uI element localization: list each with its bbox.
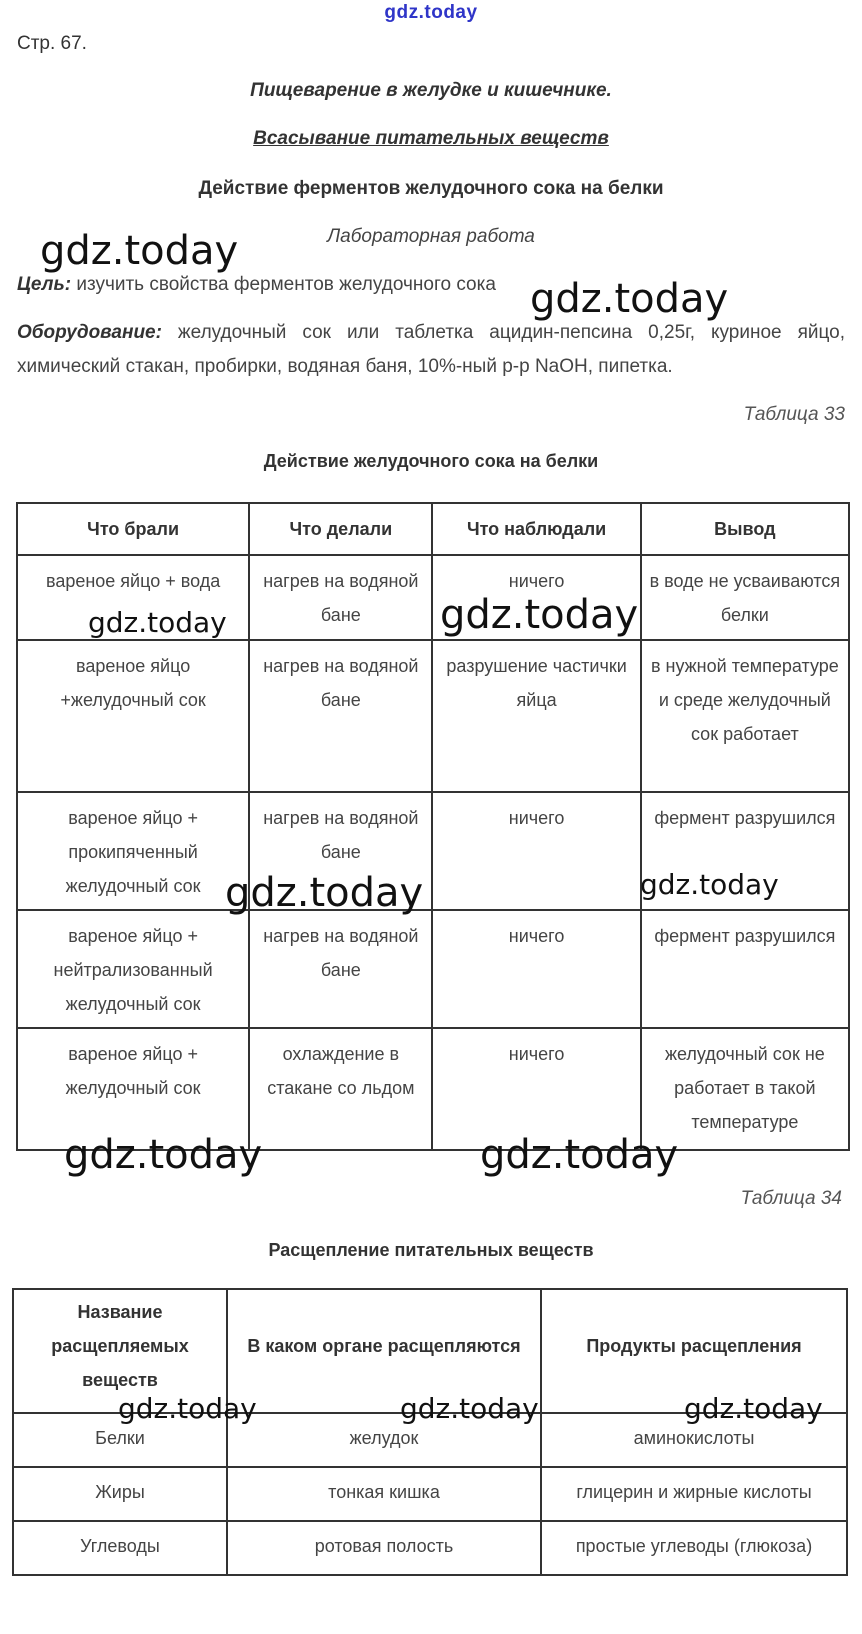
lab-title: Лабораторная работа <box>327 226 535 247</box>
table-cell: вареное яйцо + желудочный сок <box>17 1028 249 1150</box>
table-row <box>17 792 849 910</box>
table-cell: Углеводы <box>13 1521 227 1575</box>
section-heading: Действие ферментов желудочного сока на белки <box>198 178 664 199</box>
header-cell: Что наблюдали <box>432 503 640 555</box>
watermark: gdz.today <box>64 1132 263 1178</box>
table-cell: нагрев на водяной бане <box>249 640 432 792</box>
goal-label: Цель: <box>17 274 72 295</box>
table-cell: ничего <box>432 792 640 910</box>
table-34 <box>12 1288 848 1576</box>
header-cell: Продукты расщепления <box>541 1289 847 1413</box>
table34-label: Таблица 34 <box>740 1188 842 1209</box>
table-row <box>13 1413 847 1467</box>
header-cell: Что делали <box>249 503 432 555</box>
table-cell: нагрев на водяной бане <box>249 910 432 1028</box>
table-cell: ничего <box>432 555 640 640</box>
equipment-label: Оборудование: <box>17 322 162 343</box>
table-cell: ротовая полость <box>227 1521 541 1575</box>
table-row <box>17 555 849 640</box>
subtopic-title: Всасывание питательных веществ <box>253 128 609 149</box>
table-cell: разрушение частички яйца <box>432 640 640 792</box>
watermark: gdz.today <box>118 1392 257 1425</box>
table-cell: в нужной температуре и среде желудочный сок работает <box>641 640 849 792</box>
table33-caption: Действие желудочного сока на белки <box>263 451 599 471</box>
watermark: gdz.today <box>225 870 424 916</box>
goal-paragraph <box>17 274 496 296</box>
table-cell: аминокислоты <box>541 1413 847 1467</box>
table-cell: Жиры <box>13 1467 227 1521</box>
header-cell: В каком органе расщепляются <box>227 1289 541 1413</box>
watermark: gdz.today <box>440 592 639 638</box>
watermark: gdz.today <box>530 276 729 322</box>
topic-title: Пищеварение в желудке и кишечнике. <box>250 80 612 101</box>
table-header-row <box>13 1289 847 1413</box>
table-cell: вареное яйцо + нейтрализованный желудочный сок <box>17 910 249 1028</box>
table-cell: нагрев на водяной бане <box>249 792 432 910</box>
equipment-text: желудочный сок или таблетка ацидин-пепсина 0,25г, куриное яйцо, химический стакан, пробирки, водяная баня, 10%-ный р-р NaOH, пипетка. <box>17 322 845 377</box>
header-cell: Вывод <box>641 503 849 555</box>
table-row <box>17 910 849 1028</box>
table-cell: желудок <box>227 1413 541 1467</box>
table-cell: вареное яйцо +желудочный сок <box>17 640 249 792</box>
table-cell: Белки <box>13 1413 227 1467</box>
equipment-paragraph <box>17 316 845 384</box>
table-cell: фермент разрушился <box>641 792 849 910</box>
table-cell: ничего <box>432 910 640 1028</box>
table-cell: тонкая кишка <box>227 1467 541 1521</box>
table33-label: Таблица 33 <box>743 404 845 425</box>
watermark: gdz.today <box>480 1132 679 1178</box>
watermark: gdz.today <box>400 1392 539 1425</box>
table-cell: простые углеводы (глюкоза) <box>541 1521 847 1575</box>
table-row <box>17 1028 849 1150</box>
table-cell: фермент разрушился <box>641 910 849 1028</box>
table34-caption: Расщепление питательных веществ <box>268 1240 594 1260</box>
table-cell: вареное яйцо + вода <box>17 555 249 640</box>
table-cell: ничего <box>432 1028 640 1150</box>
goal-text: изучить свойства ферментов желудочного сока <box>71 274 496 295</box>
table-cell: нагрев на водяной бане <box>249 555 432 640</box>
table-cell: желудочный сок не работает в такой температуре <box>641 1028 849 1150</box>
table-row <box>13 1467 847 1521</box>
watermark: gdz.today <box>88 606 227 639</box>
table-cell: глицерин и жирные кислоты <box>541 1467 847 1521</box>
header-cell: Что брали <box>17 503 249 555</box>
watermark: gdz.today <box>40 228 239 274</box>
watermark: gdz.today <box>640 868 779 901</box>
table-row <box>13 1521 847 1575</box>
page-number: Стр. 67. <box>17 33 87 54</box>
header-watermark: gdz.today <box>384 2 478 23</box>
table-cell: вареное яйцо + прокипяченный желудочный сок <box>17 792 249 910</box>
header-cell: Название расщепляемых веществ <box>13 1289 227 1413</box>
table-cell: в воде не усваиваются белки <box>641 555 849 640</box>
watermark: gdz.today <box>684 1392 823 1425</box>
table-row <box>17 640 849 792</box>
table-header-row <box>17 503 849 555</box>
table-33 <box>16 502 850 1151</box>
table-cell: охлаждение в стакане со льдом <box>249 1028 432 1150</box>
